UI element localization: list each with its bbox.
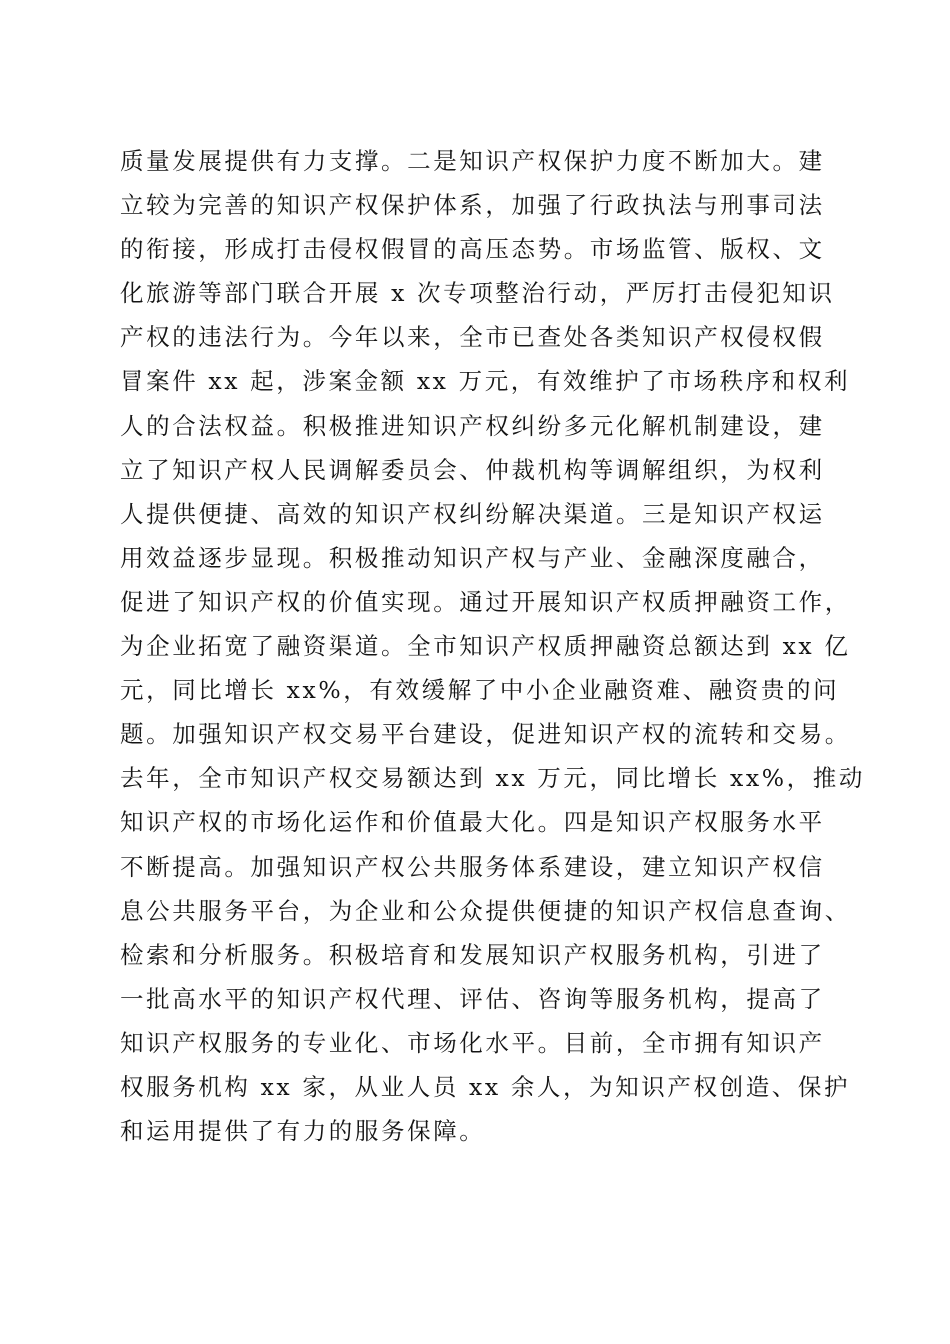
text-line-9: 人提供便捷、高效的知识产权纠纷解决渠道。三是知识产权运 [120,499,825,528]
body-paragraph [120,139,865,1153]
text-line-2: 立较为完善的知识产权保护体系，加强了行政执法与刑事司法 [120,191,825,220]
text-line-16: 知识产权的市场化运作和价值最大化。四是知识产权服务水平 [120,808,825,837]
text-line-6: 冒案件 xx 起，涉案金额 xx 万元，有效维护了市场秩序和权利 [120,367,851,396]
text-line-14: 题。加强知识产权交易平台建设，促进知识产权的流转和交易。 [120,720,851,749]
text-line-5: 产权的违法行为。今年以来，全市已查处各类知识产权侵权假 [120,323,825,352]
text-line-22: 权服务机构 xx 家，从业人员 xx 余人，为知识产权创造、保护 [120,1072,851,1101]
text-line-13: 元，同比增长 xx%，有效缓解了中小企业融资难、融资贵的问 [120,676,840,705]
text-line-17: 不断提高。加强知识产权公共服务体系建设，建立知识产权信 [120,852,825,881]
text-line-10: 用效益逐步显现。积极推动知识产权与产业、金融深度融合， [120,543,825,572]
text-line-15: 去年，全市知识产权交易额达到 xx 万元，同比增长 xx%，推动 [120,764,865,793]
text-line-23: 和运用提供了有力的服务保障。 [120,1117,486,1146]
text-line-3: 的衔接，形成打击侵权假冒的高压态势。市场监管、版权、文 [120,235,825,264]
text-line-1: 质量发展提供有力支撑。二是知识产权保护力度不断加大。建 [120,147,825,175]
text-line-21: 知识产权服务的专业化、市场化水平。目前，全市拥有知识产 [120,1028,825,1057]
text-line-7: 人的合法权益。积极推进知识产权纠纷多元化解机制建设，建 [120,411,825,440]
text-line-4: 化旅游等部门联合开展 x 次专项整治行动，严厉打击侵犯知识 [120,279,835,308]
text-line-8: 立了知识产权人民调解委员会、仲裁机构等调解组织，为权利 [120,455,825,484]
text-line-19: 检索和分析服务。积极培育和发展知识产权服务机构，引进了 [120,940,825,969]
text-line-12: 为企业拓宽了融资渠道。全市知识产权质押融资总额达到 xx 亿 [120,632,851,661]
text-line-11: 促进了知识产权的价值实现。通过开展知识产权质押融资工作， [120,587,851,616]
text-line-18: 息公共服务平台，为企业和公众提供便捷的知识产权信息查询、 [120,896,851,925]
text-line-20: 一批高水平的知识产权代理、评估、咨询等服务机构，提高了 [120,984,825,1013]
